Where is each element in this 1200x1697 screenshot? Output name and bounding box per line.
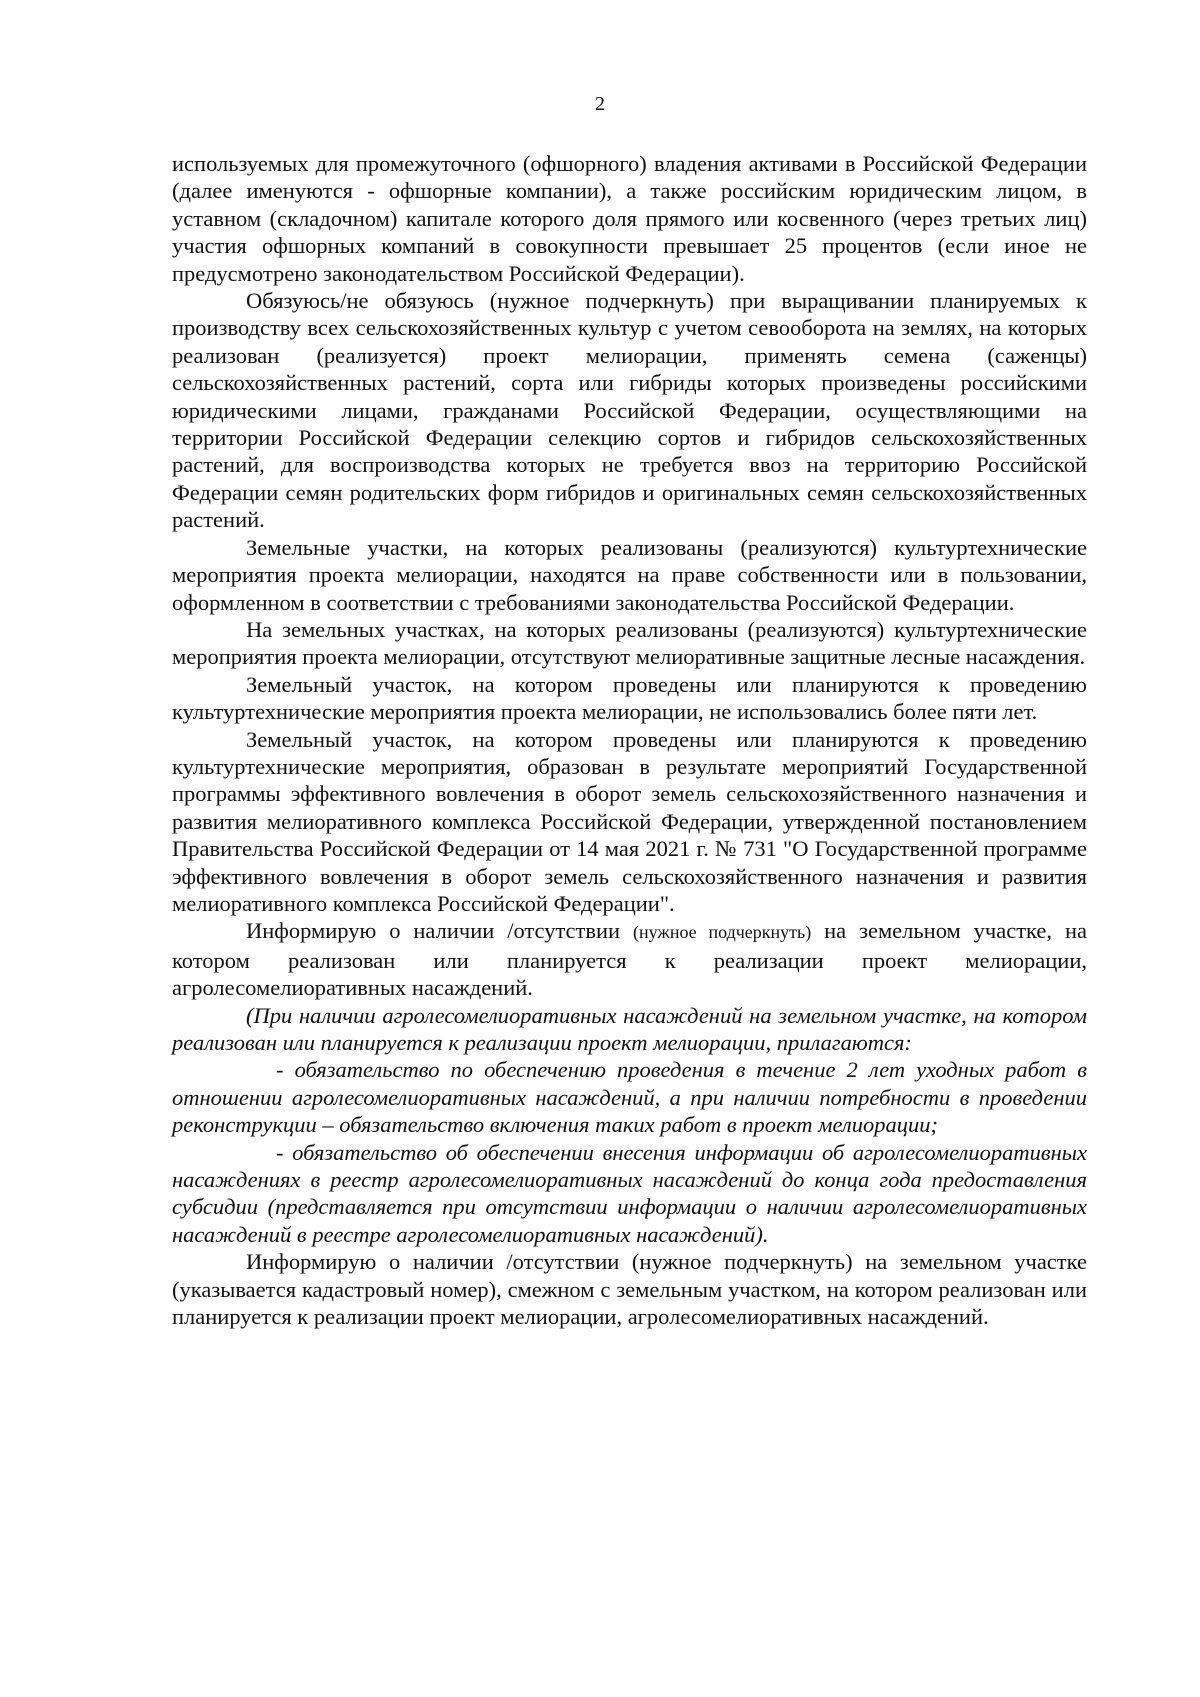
paragraph-adjacent-plot-info: Информирую о наличии /отсутствии (нужное подчеркнуть) на земельном участке (указывается кадастровый номер), смежном с земельным участком, на котором реализован или планируется к реализации проект мелиорации, агролесомелиоративных насаждений. bbox=[172, 1249, 1087, 1330]
paragraph-attachments-intro: (При наличии агролесомелиоративных насаждений на земельном участке, на котором реализован или планируется к реализации проект мелиорации, прилагаются: bbox=[172, 1002, 1087, 1055]
paragraph-no-protective-plantings: На земельных участках, на которых реализованы (реализуются) культуртехнические мероприятия проекта мелиорации, отсутствуют мелиоративные защитные лесные насаждения. bbox=[172, 616, 1087, 670]
agroforest-info-end: на земельном участке, на котором реализован или планируется к реализации проект мелиорации, агролесомелиоративных насаждений. bbox=[172, 918, 1087, 1001]
page-number: 2 bbox=[595, 93, 605, 115]
paragraph-agroforest-info bbox=[172, 917, 1087, 1001]
paragraph-registry-obligation: - обязательство об обеспечении внесения информации об агролесомелиоративных насаждениях в реестр агролесомелиоративных насаждений до конца года предоставления субсидии (представляется при отсутствии информации о наличии агролесомелиоративных насаждений в реестре агролесомелиоративных насаждений). bbox=[172, 1139, 1087, 1247]
agroforest-info-start: Информирую о наличии /отсутствии bbox=[246, 918, 633, 944]
paragraph-land-unused: Земельный участок, на котором проведены или планируются к проведению культуртехнические мероприятия проекта мелиорации, не использовались более пяти лет. bbox=[172, 671, 1087, 725]
paragraph-seeds-obligation: Обязуюсь/не обязуюсь (нужное подчеркнуть) при выращивании планируемых к производству всех сельскохозяйственных культур с учетом севооборота на землях, на которых реализован (реализуется) проект мелиорации, применять семена (саженцы) сельскохозяйственных растений, сорта или гибриды которых произведены российскими юридическими лицами, гражданами Российской Федерации, осуществляющими на территории Российской Федерации селекцию сортов и гибридов сельскохозяйственных растений, для воспроизводства которых не требуется ввоз на территорию Российской Федерации семян родительских форм гибридов и оригинальных семян сельскохозяйственных растений. bbox=[172, 288, 1087, 533]
paragraph-state-program: Земельный участок, на котором проведены или планируются к проведению культуртехнические мероприятия, образован в результате мероприятий Государственной программы эффективного вовлечения в оборот земель сельскохозяйственного назначения и развития мелиоративного комплекса Российской Федерации, утвержденной постановлением Правительства Российской Федерации от 14 мая 2021 г. № 731 "О Государственной программе эффективного вовлечения в оборот земель сельскохозяйственного назначения и развития мелиоративного комплекса Российской Федерации". bbox=[172, 726, 1087, 916]
paragraph-offshore-continuation: используемых для промежуточного (офшорного) владения активами в Российской Федерации (далее именуются - офшорные компании), а также российским юридическим лицом, в уставном (складочном) капитале которого доля прямого или косвенного (через третьих лиц) участия офшорных компаний в совокупности превышает 25 процентов (если иное не предусмотрено законодательством Российской Федерации). bbox=[172, 151, 1087, 286]
underline-note: (нужное подчеркнуть) bbox=[633, 922, 812, 943]
paragraph-maintenance-obligation: - обязательство по обеспечению проведения в течение 2 лет уходных работ в отношении агролесомелиоративных насаждений, а при наличии потребности в проведении реконструкции – обязательство включения таких работ в проект мелиорации; bbox=[172, 1057, 1087, 1138]
document-body bbox=[172, 150, 1087, 1330]
paragraph-land-ownership: Земельные участки, на которых реализованы (реализуются) культуртехнические мероприятия проекта мелиорации, находятся на праве собственности или в пользовании, оформленном в соответствии с требованиями законодательства Российской Федерации. bbox=[172, 534, 1087, 615]
